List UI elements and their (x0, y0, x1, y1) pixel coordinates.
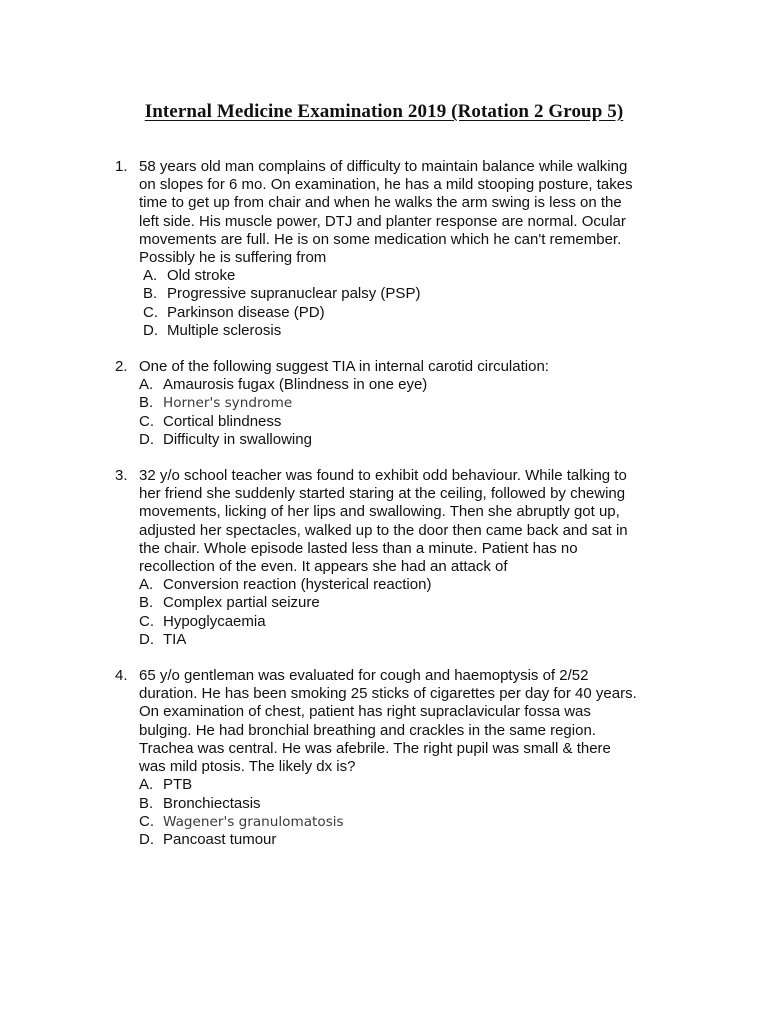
option-letter: A. (139, 376, 154, 394)
option-text: Bronchiectasis (163, 794, 261, 812)
option-text: Amaurosis fugax (Blindness in one eye) (163, 376, 428, 394)
option-text: PTB (163, 776, 193, 794)
option-letter: B. (139, 794, 154, 812)
option-text: TIA (163, 630, 187, 648)
option-text: Wagener's granulomatosis (163, 813, 344, 830)
question-stem-line: 65 y/o gentleman was evaluated for cough and haemoptysis of 2/52 (139, 667, 589, 685)
option-letter: B. (139, 594, 154, 612)
option-c (139, 413, 675, 431)
option-b (139, 394, 675, 412)
option-letter: A. (143, 267, 158, 285)
question-stem-line: recollection of the even. It appears she had an attack of (139, 558, 508, 576)
question-stem-line: One of the following suggest TIA in internal carotid circulation: (139, 358, 549, 376)
option-letter: C. (143, 303, 158, 321)
option-text: Complex partial seizure (163, 594, 320, 612)
question-stem-line: bulging. He had bronchial breathing and crackles in the same region. (139, 721, 596, 739)
option-text: Multiple sclerosis (167, 321, 282, 339)
option-b (139, 795, 675, 813)
option-a (139, 776, 675, 794)
question-stem-line: Possibly he is suffering from (139, 249, 327, 267)
question-list (115, 158, 675, 867)
question-stem-line: was mild ptosis. The likely dx is? (139, 758, 356, 776)
option-text: Difficulty in swallowing (163, 430, 312, 448)
option-letter: C. (139, 412, 154, 430)
option-b (139, 285, 675, 303)
question-stem-line: the chair. Whole episode lasted less than a minute. Patient has no (139, 539, 578, 557)
option-letter: D. (139, 430, 154, 448)
question-1 (115, 158, 675, 340)
option-letter: D. (139, 830, 154, 848)
option-c (139, 813, 675, 831)
option-letter: D. (143, 321, 158, 339)
question-number: 4. (115, 667, 128, 685)
question-stem-line: adjusted her spectacles, walked up to the door then came back and sat in (139, 521, 628, 539)
option-text: Parkinson disease (PD) (167, 303, 325, 321)
option-letter: A. (139, 576, 154, 594)
option-letter: B. (143, 285, 158, 303)
question-stem-line: 32 y/o school teacher was found to exhibit odd behaviour. While talking to (139, 467, 627, 485)
option-d (139, 322, 675, 340)
option-c (139, 613, 675, 631)
option-a (139, 267, 675, 285)
option-text: Cortical blindness (163, 412, 282, 430)
option-d (139, 431, 675, 449)
question-stem-line: duration. He has been smoking 25 sticks of cigarettes per day for 40 years. (139, 685, 637, 703)
option-c (139, 304, 675, 322)
document-title: Internal Medicine Examination 2019 (Rotation 2 Group 5) (144, 101, 624, 122)
question-stem-line: 58 years old man complains of difficulty to maintain balance while walking (139, 158, 628, 175)
question-stem-line: Trachea was central. He was afebrile. The right pupil was small & there (139, 739, 611, 757)
option-a (139, 576, 675, 594)
option-letter: C. (139, 812, 154, 830)
question-stem-line: her friend she suddenly started staring at the ceiling, followed by chewing (139, 485, 626, 503)
question-3 (115, 467, 675, 649)
question-stem-line: on slopes for 6 mo. On examination, he has a mild stooping posture, takes (139, 176, 633, 194)
option-text: Progressive supranuclear palsy (PSP) (167, 285, 421, 303)
option-a (139, 376, 675, 394)
option-text: Pancoast tumour (163, 830, 277, 848)
question-stem-line: movements, licking of her lips and swallowing. Then she abruptly got up, (139, 503, 620, 521)
question-4 (115, 667, 675, 849)
option-text: Old stroke (167, 267, 236, 285)
option-letter: D. (139, 630, 154, 648)
option-d (139, 831, 675, 849)
question-stem-line: left side. His muscle power, DTJ and planter response are normal. Ocular (139, 212, 626, 230)
question-number: 1. (115, 158, 128, 175)
question-number: 2. (115, 358, 128, 376)
question-2 (115, 358, 675, 449)
option-letter: A. (139, 776, 154, 794)
option-letter: B. (139, 394, 154, 412)
question-stem-line: movements are full. He is on some medication which he can't remember. (139, 230, 622, 248)
question-number: 3. (115, 467, 128, 485)
question-stem-line: time to get up from chair and when he walks the arm swing is less on the (139, 194, 622, 212)
option-text: Hypoglycaemia (163, 612, 266, 630)
question-stem-line: On examination of chest, patient has right supraclavicular fossa was (139, 703, 591, 721)
option-b (139, 594, 675, 612)
option-text: Conversion reaction (hysterical reaction) (163, 576, 432, 594)
option-d (139, 631, 675, 649)
option-letter: C. (139, 612, 154, 630)
option-text: Horner's syndrome (163, 395, 293, 412)
